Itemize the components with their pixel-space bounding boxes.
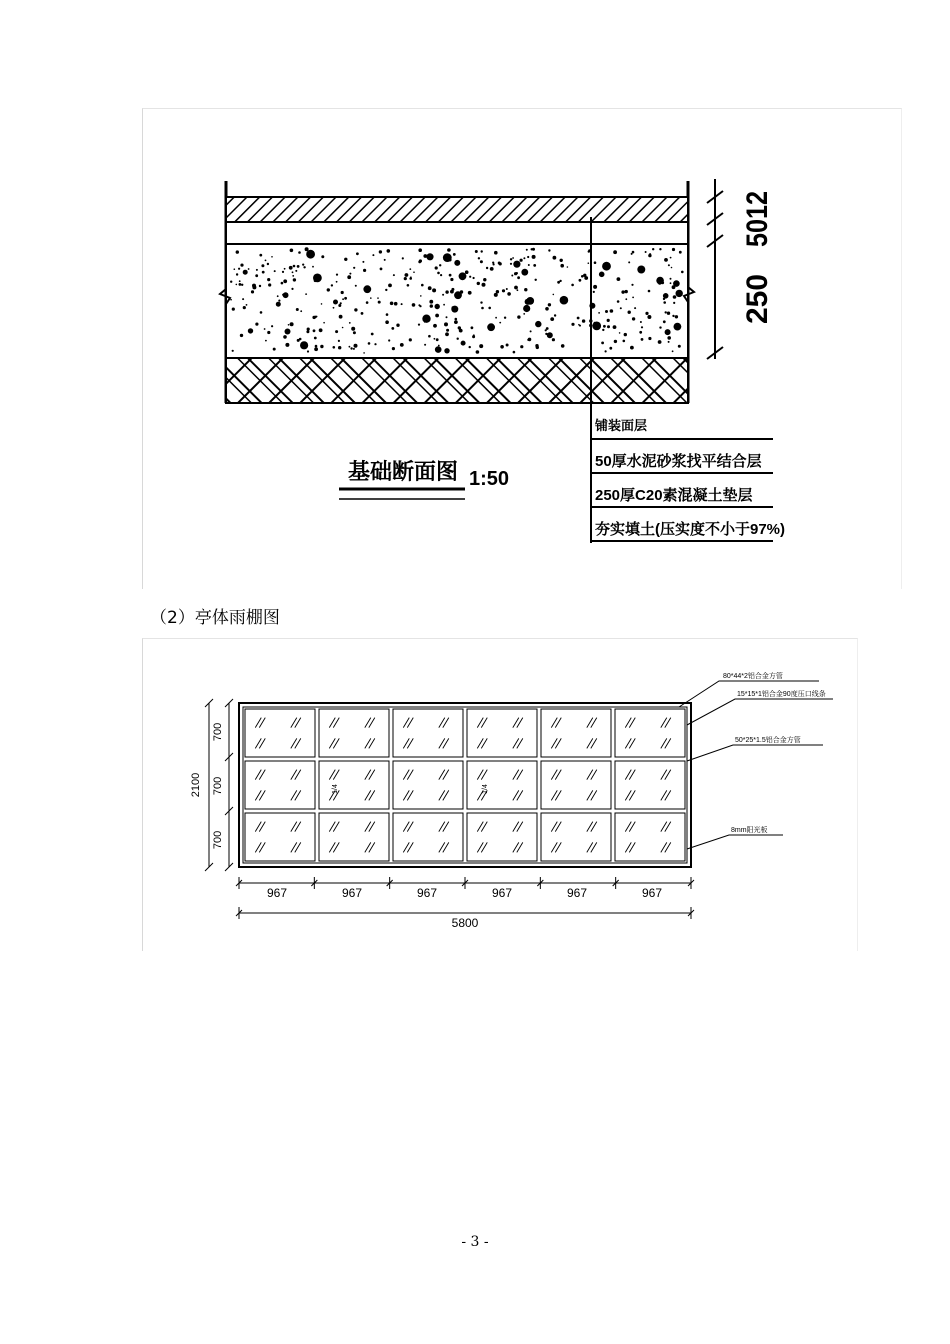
callout-sun-panel: 8mm阳光板 xyxy=(731,827,768,834)
dim-col-3: 967 xyxy=(416,886,438,900)
canopy-panel xyxy=(541,761,611,809)
canopy-panel xyxy=(393,761,463,809)
layer-label-3: 250厚C20素混凝土垫层 xyxy=(595,487,753,504)
dim-row-2: 700 xyxy=(212,776,224,796)
inner-mark-1: 1/4 xyxy=(332,784,339,794)
dim-col-6: 967 xyxy=(641,886,663,900)
canopy-figure xyxy=(142,638,858,951)
dim-col-1: 967 xyxy=(266,886,288,900)
dim-50: 50 xyxy=(741,213,774,247)
canopy-panel xyxy=(467,813,537,861)
canopy-panel xyxy=(467,761,537,809)
canopy-panel xyxy=(541,709,611,757)
layer-label-1: 铺装面层 xyxy=(595,418,648,433)
canopy-panel xyxy=(245,813,315,861)
callout-inner-tube: 50*25*1.5铝合金方管 xyxy=(735,737,801,744)
canopy-panel xyxy=(615,761,685,809)
dim-col-5: 967 xyxy=(566,886,588,900)
layer-label-2: 50厚水泥砂浆找平结合层 xyxy=(595,453,762,470)
inner-mark-2: 1/4 xyxy=(482,784,489,794)
canopy-panel xyxy=(319,813,389,861)
figure-title: 基础断面图 xyxy=(348,459,459,484)
canopy-panel xyxy=(245,709,315,757)
mortar-layer xyxy=(226,222,688,244)
foundation-section-figure xyxy=(142,108,902,589)
canopy-panel xyxy=(319,761,389,809)
dim-col-2: 967 xyxy=(341,886,363,900)
foundation-section-drawing xyxy=(143,109,901,589)
canopy-panel xyxy=(615,813,685,861)
dim-12: 12 xyxy=(741,185,774,219)
figure-scale: 1:50 xyxy=(469,468,510,490)
compacted-soil-layer xyxy=(226,358,688,403)
canopy-drawing xyxy=(143,639,857,951)
canopy-panel xyxy=(615,709,685,757)
canopy-panel xyxy=(393,709,463,757)
canopy-panel xyxy=(319,709,389,757)
layer-label-4: 夯实填土(压实度不小于97%) xyxy=(595,521,786,538)
dim-row-1: 700 xyxy=(212,722,224,742)
figure-caption: （2）亭体雨棚图 xyxy=(150,608,280,628)
callout-main-tube: 80*44*2铝合金方管 xyxy=(723,673,783,680)
callout-trim-strip: 15*15*1铝合金90度压口线条 xyxy=(737,691,826,698)
dim-total-width: 5800 xyxy=(451,916,479,930)
paving-layer xyxy=(226,197,688,222)
page-number: - 3 - xyxy=(461,1234,489,1250)
canopy-panel xyxy=(467,709,537,757)
canopy-panel xyxy=(245,761,315,809)
canopy-panel xyxy=(541,813,611,861)
dim-col-4: 967 xyxy=(491,886,513,900)
dim-row-3: 700 xyxy=(212,830,224,850)
dim-250: 250 xyxy=(741,273,774,324)
dim-total-height: 2100 xyxy=(190,772,202,798)
canopy-panel xyxy=(393,813,463,861)
